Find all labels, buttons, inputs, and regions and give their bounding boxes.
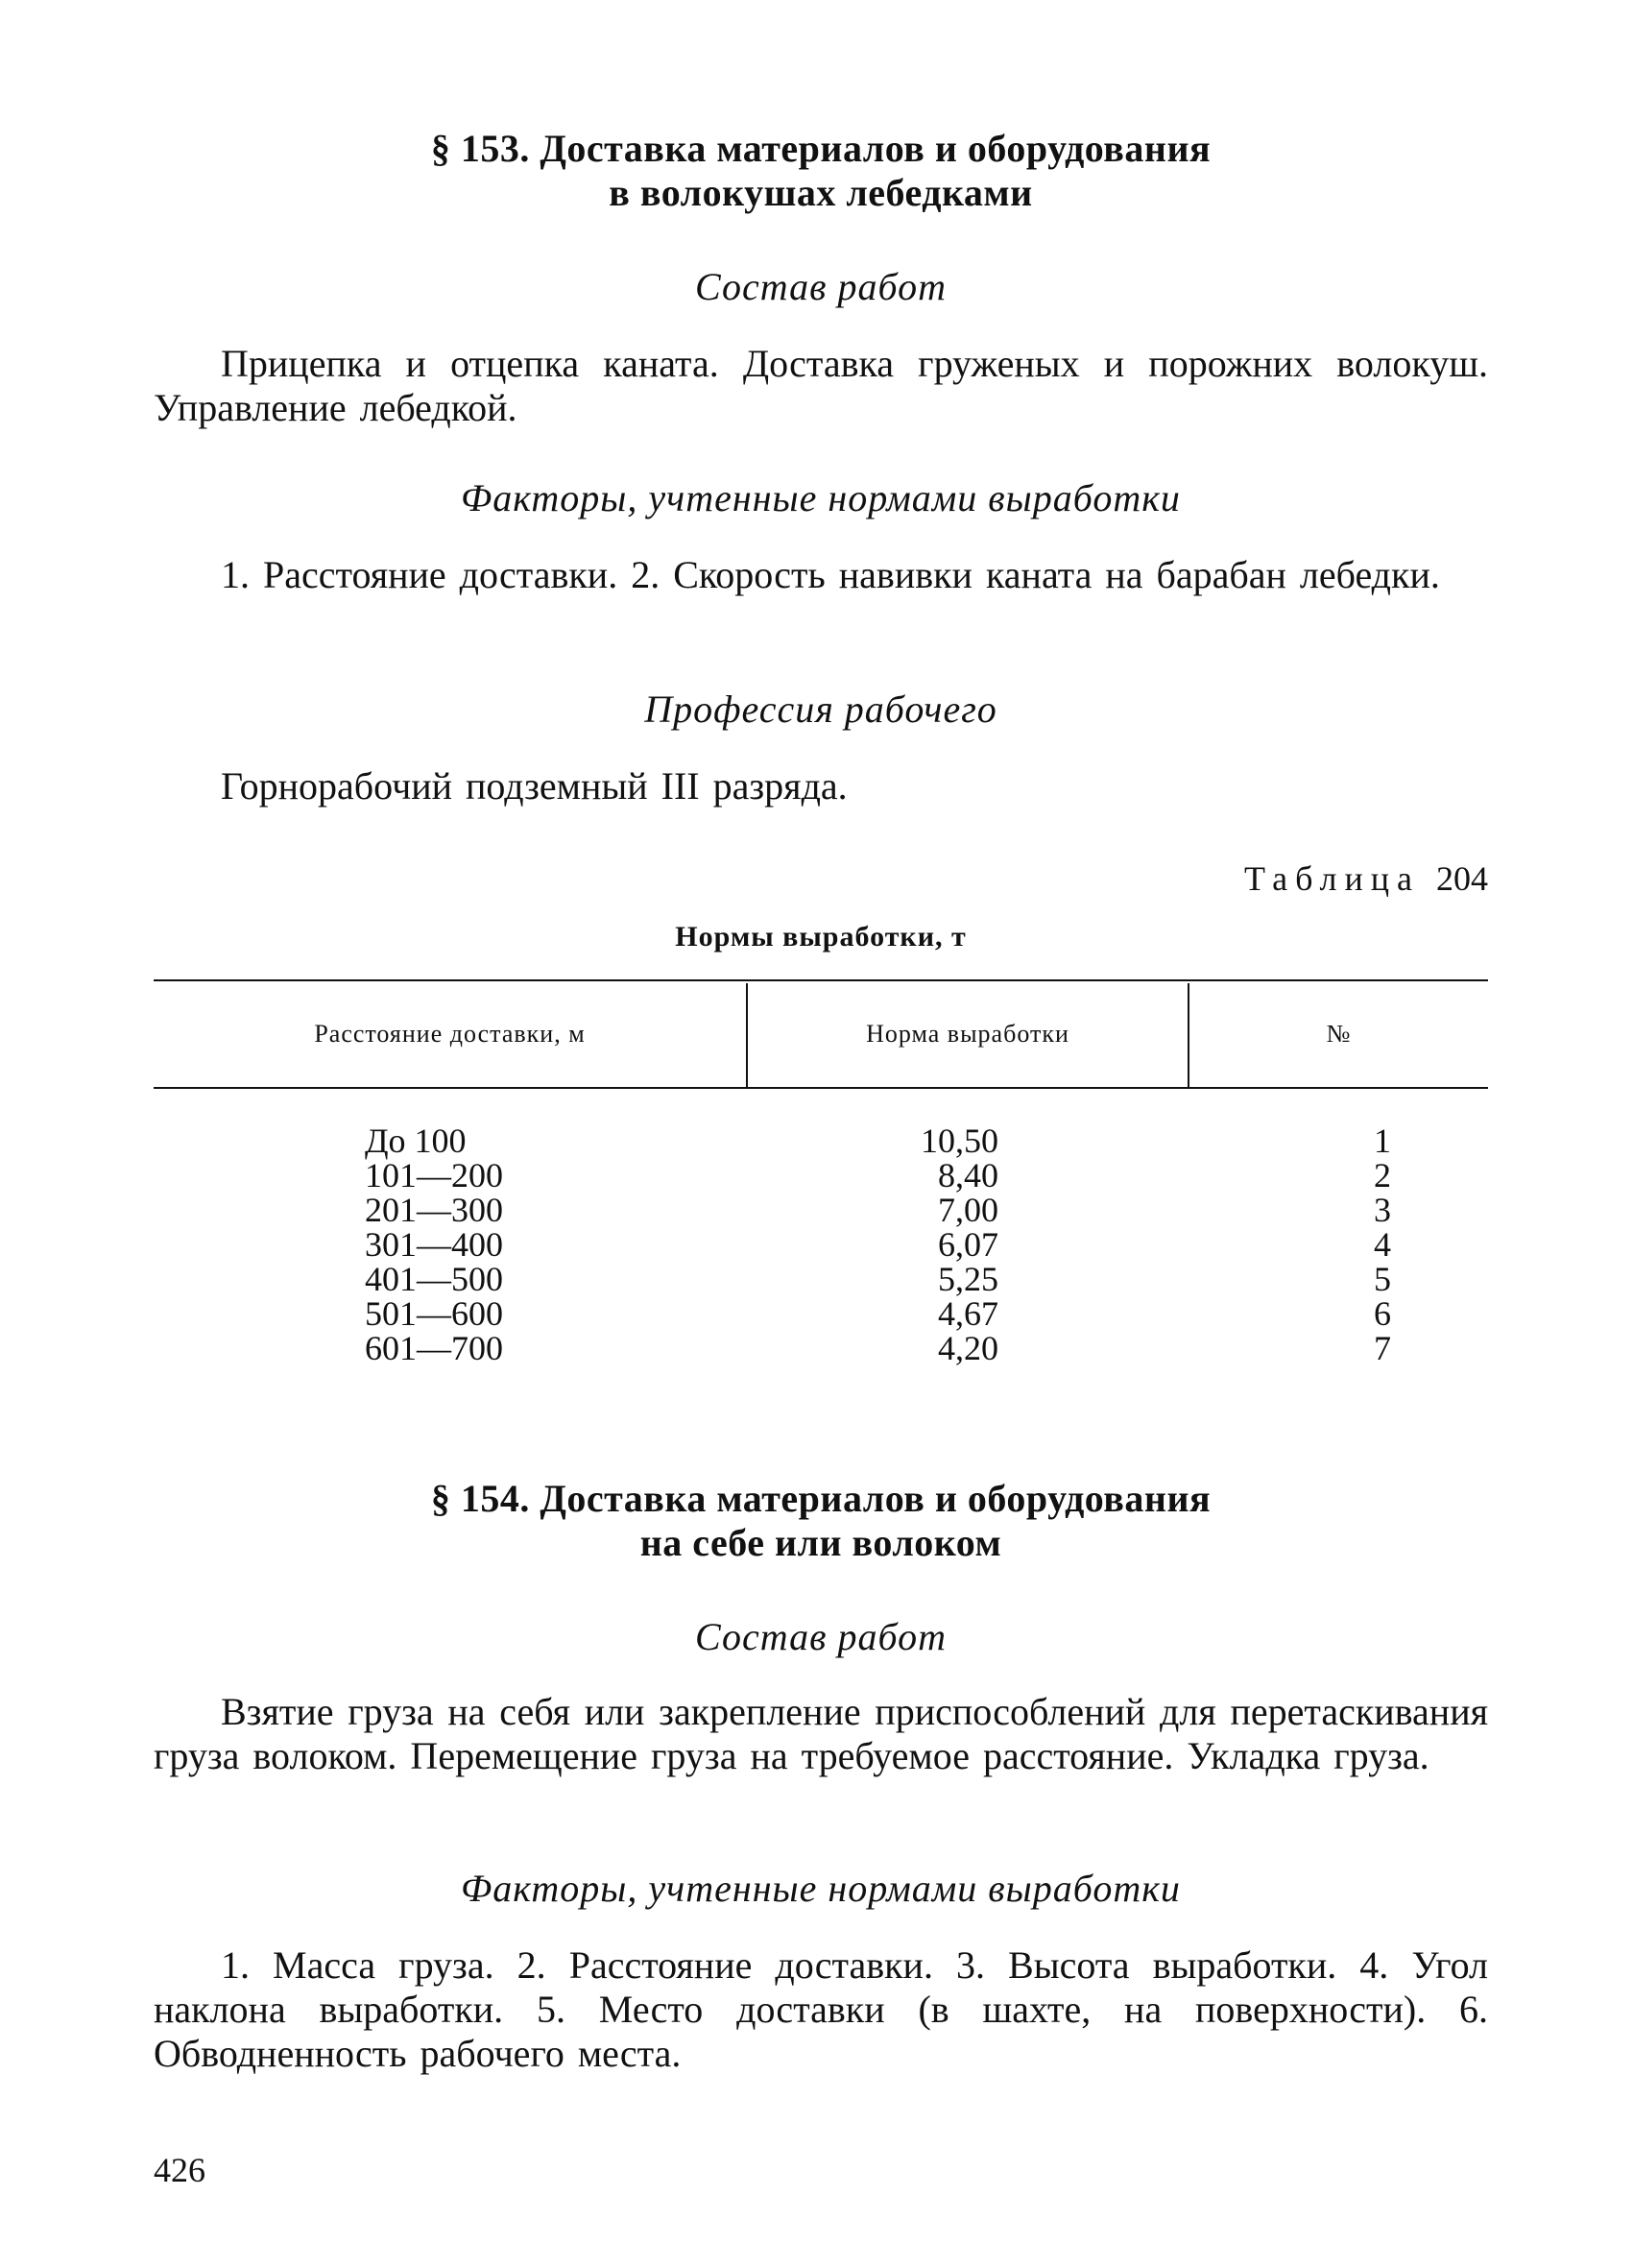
section-154-composition-text: Взятие груза на себя или закрепление приспособлений для перетаскивания груза волоком. Перемещение груза на требуемое расстояние. Укладка груза. [154,1690,1488,1777]
table-header-bottom-rule [154,1087,1488,1089]
table-cell-distance-3: 201—300 [365,1191,503,1229]
section-154-title-line2: на себе или волоком [639,1521,1002,1564]
table-title: Нормы выработки, т [675,921,967,953]
section-153-title-line1: § 153. Доставка материалов и оборудования [430,127,1212,170]
table-label-word: Таблица [1244,859,1420,898]
table-cell-norm-5: 5,25 [938,1260,998,1298]
table-cell-distance-2: 101—200 [365,1156,503,1194]
section-154-factors-text: 1. Масса груза. 2. Расстояние доставки. 3. Высота выработки. 4. Угол наклона выработки. 5. Место доставки (в шахте, на поверхности). 6. Обводненность рабочего места. [154,1943,1488,2075]
table-cell-number-2: 2 [1374,1156,1391,1194]
table-cell-number-1: 1 [1374,1122,1391,1160]
table-cell-distance-5: 401—500 [365,1260,503,1298]
section-154-title-line1: § 154. Доставка материалов и оборудования [430,1477,1212,1520]
section-153-composition-heading: Состав работ [695,265,947,308]
section-153-title-line2: в волокушах лебедками [609,171,1033,214]
table-header-number: № [1326,1020,1352,1048]
table-cell-norm-6: 4,67 [938,1294,998,1333]
table-cell-distance-6: 501—600 [365,1294,503,1333]
table-label-number: 204 [1436,859,1488,898]
table-cell-number-3: 3 [1374,1191,1391,1229]
section-153-composition-text: Прицепка и отцепка каната. Доставка груженых и порожних волокуш. Управление лебедкой. [154,342,1488,429]
table-cell-norm-4: 6,07 [938,1225,998,1264]
table-cell-norm-3: 7,00 [938,1191,998,1229]
table-label [1244,859,1488,898]
section-153-factors-heading: Факторы, учтенные нормами выработки [461,476,1181,519]
table-column-number [1363,1123,1402,1365]
section-153-profession-text: Горнорабочий подземный III разряда. [221,764,848,808]
section-153-factors-text: 1. Расстояние доставки. 2. Скорость навивки каната на барабан лебедки. [221,553,1440,596]
table-cell-distance-7: 601—700 [365,1329,503,1367]
table-cell-number-4: 4 [1374,1225,1391,1264]
section-154-composition-heading: Состав работ [695,1615,947,1658]
table-cell-number-5: 5 [1374,1260,1391,1298]
section-153-profession-heading: Профессия рабочего [644,688,997,731]
table-cell-norm-2: 8,40 [938,1156,998,1194]
section-153-title [154,127,1488,215]
table-cell-norm-1: 10,50 [921,1122,998,1160]
table-cell-distance-1: До 100 [365,1122,467,1160]
table-column-distance [365,1123,557,1365]
page-number: 426 [154,2151,205,2189]
table-column-norm [893,1123,998,1365]
table-cell-distance-4: 301—400 [365,1225,503,1264]
table-header-norm: Норма выработки [866,1020,1069,1048]
table-cell-number-6: 6 [1374,1294,1391,1333]
table-top-rule [154,979,1488,981]
table-header-distance: Расстояние доставки, м [314,1020,586,1048]
table-cell-number-7: 7 [1374,1329,1391,1367]
table-cell-norm-7: 4,20 [938,1329,998,1367]
document-page [154,0,1488,2268]
section-154-title [154,1477,1488,1565]
section-154-factors-heading: Факторы, учтенные нормами выработки [461,1867,1181,1910]
